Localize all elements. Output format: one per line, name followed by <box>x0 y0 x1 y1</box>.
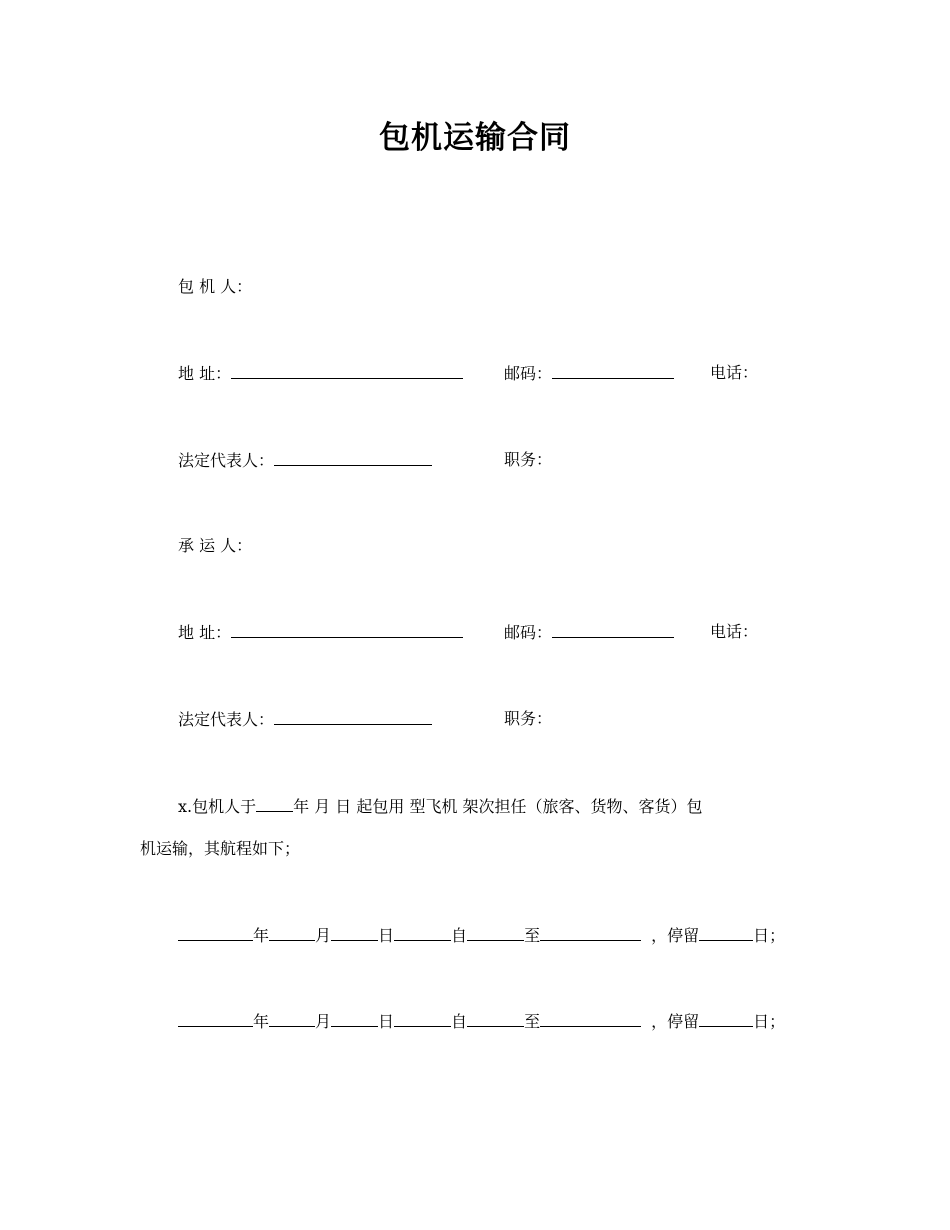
charterer-line <box>178 276 252 298</box>
postcode-blank[interactable] <box>552 362 674 379</box>
legal-rep-label: 法定代表人： <box>178 451 275 470</box>
stay-days-blank[interactable] <box>699 1010 753 1027</box>
year-label: 年 <box>253 1012 270 1031</box>
to-blank[interactable] <box>467 924 524 941</box>
carrier-line <box>178 535 252 557</box>
position-label: 职务： <box>504 450 553 469</box>
clause-text-a: x.包机人于 <box>178 797 257 816</box>
carrier-legal-rep <box>178 708 432 731</box>
carrier-label: 承 运 人： <box>178 536 253 555</box>
phone-label: 电话： <box>710 622 759 641</box>
destination-blank[interactable] <box>540 924 641 941</box>
day-blank[interactable] <box>331 1010 378 1027</box>
to-blank[interactable] <box>467 1010 524 1027</box>
stay-day-label: 日； <box>753 926 786 945</box>
month-blank[interactable] <box>269 924 315 941</box>
charterer-postcode <box>504 362 674 385</box>
month-label: 月 <box>315 926 332 945</box>
postcode-label: 邮码： <box>504 364 553 383</box>
stay-label: ，停留 <box>651 1012 700 1031</box>
legal-rep-blank[interactable] <box>274 449 432 466</box>
carrier-position <box>504 708 552 730</box>
carrier-address-row <box>178 621 463 644</box>
clause-line-1 <box>140 795 802 818</box>
position-label: 职务： <box>504 709 553 728</box>
to-label: 至 <box>524 926 541 945</box>
charterer-legal-rep <box>178 449 432 472</box>
schedule-row <box>178 1010 785 1033</box>
stay-days-blank[interactable] <box>699 924 753 941</box>
from-label: 自 <box>451 926 468 945</box>
clause-text-b: 年 月 日 起包用 型飞机 架次担任（旅客、货物、客货）包 <box>293 797 703 816</box>
address-blank[interactable] <box>231 362 463 379</box>
year-blank[interactable] <box>178 1010 253 1027</box>
month-label: 月 <box>315 1012 332 1031</box>
month-blank[interactable] <box>269 1010 315 1027</box>
charterer-position <box>504 449 552 471</box>
schedule-row <box>178 924 785 947</box>
charter-clause <box>140 795 802 860</box>
year-label: 年 <box>253 926 270 945</box>
to-label: 至 <box>524 1012 541 1031</box>
clause-line-2: 机运输，其航程如下； <box>140 839 301 858</box>
stay-label: ，停留 <box>651 926 700 945</box>
day-label: 日 <box>378 1012 395 1031</box>
destination-blank[interactable] <box>540 1010 641 1027</box>
carrier-postcode <box>504 621 674 644</box>
address-label: 地 址： <box>178 364 232 383</box>
from-blank[interactable] <box>394 924 451 941</box>
legal-rep-blank[interactable] <box>274 708 432 725</box>
legal-rep-label: 法定代表人： <box>178 710 275 729</box>
from-label: 自 <box>451 1012 468 1031</box>
charterer-phone <box>710 362 758 384</box>
day-label: 日 <box>378 926 395 945</box>
document-title: 包机运输合同 <box>379 120 571 156</box>
charterer-label: 包 机 人： <box>178 277 253 296</box>
address-blank[interactable] <box>231 621 463 638</box>
address-label: 地 址： <box>178 623 232 642</box>
phone-label: 电话： <box>710 363 759 382</box>
year-blank[interactable] <box>178 924 253 941</box>
postcode-blank[interactable] <box>552 621 674 638</box>
postcode-label: 邮码： <box>504 623 553 642</box>
carrier-phone <box>710 621 758 643</box>
charterer-address-row <box>178 362 463 385</box>
clause-year-blank[interactable] <box>256 795 293 812</box>
day-blank[interactable] <box>331 924 378 941</box>
stay-day-label: 日； <box>753 1012 786 1031</box>
from-blank[interactable] <box>394 1010 451 1027</box>
